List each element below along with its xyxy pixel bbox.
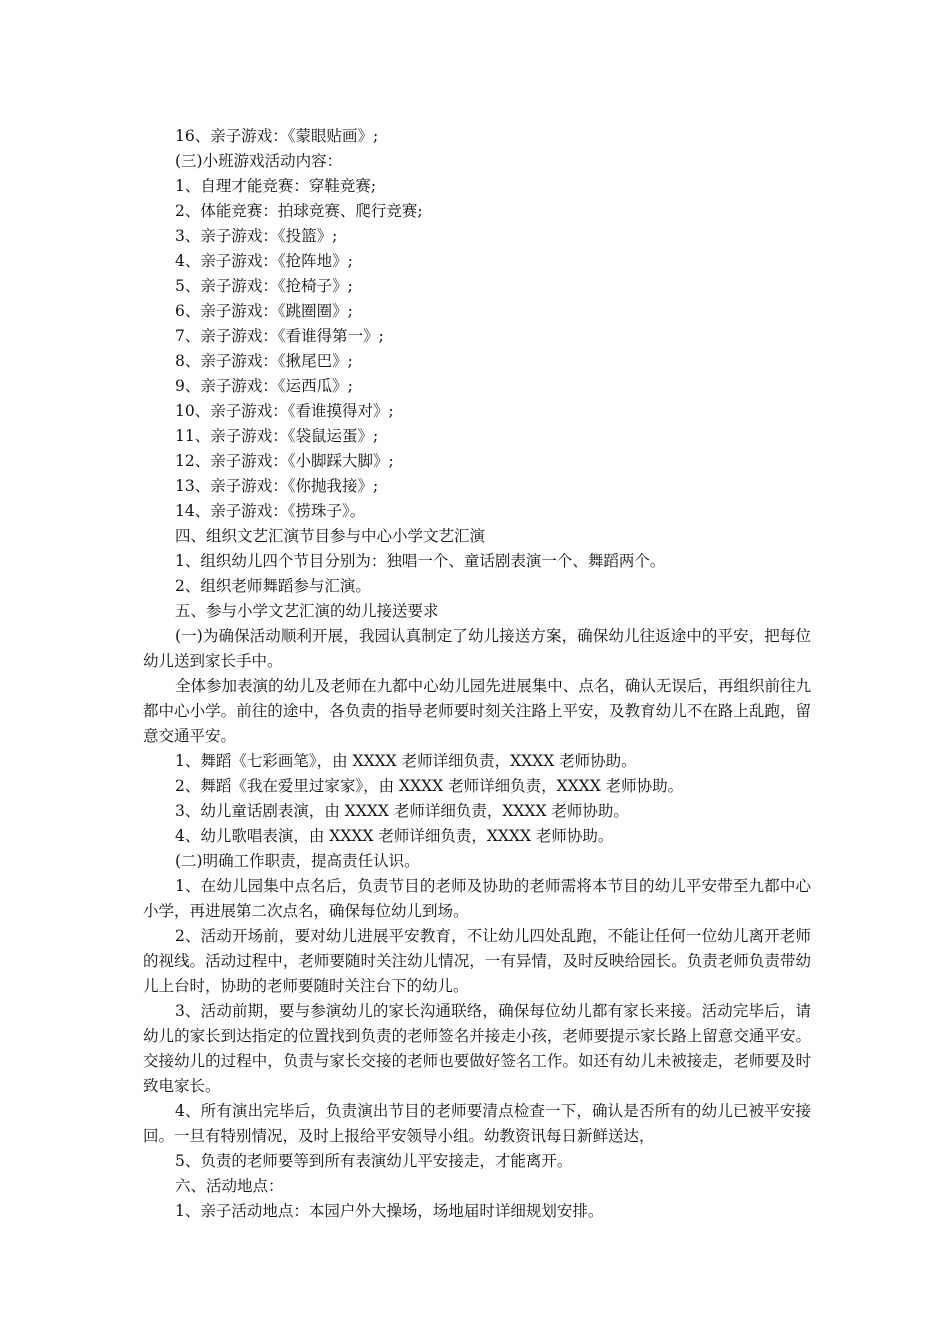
list-item: 3、亲子游戏：《投篮》; [175,227,338,245]
list-item: 1、舞蹈《七彩画笔》，由 XXXX 老师详细负责，XXXX 老师协助。 [175,752,637,770]
section-heading: 五、参与小学文艺汇演的幼儿接送要求 [175,602,439,620]
section-heading: (二)明确工作职责，提高责任认识。 [175,852,420,870]
paragraph-duty-1: 1、在幼儿园集中点名后，负责节目的老师及协助的老师需将本节目的幼儿平安带至九都中心小学，再进展第二次点名，确保每位幼儿到场。 [143,877,811,920]
list-item: 9、亲子游戏：《运西瓜》; [175,377,353,395]
list-item: 14、亲子游戏：《捞珠子》。 [175,502,366,520]
list-item: 7、亲子游戏：《看谁得第一》; [175,327,384,345]
list-item: 6、亲子游戏：《跳圈圈》; [175,302,353,320]
list-item: 1、亲子活动地点：本园户外大操场，场地届时详细规划安排。 [175,1202,604,1220]
paragraph-duty-2: 2、活动开场前，要对幼儿进展平安教育，不让幼儿四处乱跑，不能让任何一位幼儿离开老师的视线。活动过程中，老师要随时关注幼儿情况，一有异情，及时反映给园长。负责老师负责带幼儿上台时，协助的老师要随时关注台下的幼儿。 [143,927,811,995]
list-item: 11、亲子游戏：《袋鼠运蛋》; [175,427,379,445]
section-heading: (三)小班游戏活动内容： [175,152,343,170]
section-heading: 四、组织文艺汇演节目参与中心小学文艺汇演 [175,527,486,545]
list-item: 1、自理才能竞赛：穿鞋竞赛; [175,177,377,195]
document-body [143,124,811,1224]
list-item: 2、体能竞赛：拍球竞赛、爬行竞赛; [175,202,423,220]
paragraph-safety-plan: (一)为确保活动顺利开展，我园认真制定了幼儿接送方案，确保幼儿往返途中的平安，把每位幼儿送到家长手中。 [143,627,811,670]
list-item: 2、组织老师舞蹈参与汇演。 [175,577,371,595]
list-item: 2、舞蹈《我在爱里过家家》，由 XXXX 老师详细负责，XXXX 老师协助。 [175,777,684,795]
list-item: 16、亲子游戏：《蒙眼贴画》; [175,127,379,145]
section-heading: 六、活动地点： [175,1177,284,1195]
paragraph-duty-4: 4、所有演出完毕后，负责演出节目的老师要清点检查一下，确认是否所有的幼儿已被平安接回。一旦有特别情况，及时上报给平安领导小组。幼教资讯每日新鲜送达， [143,1102,811,1145]
list-item: 1、组织幼儿四个节目分别为：独唱一个、童话剧表演一个、舞蹈两个。 [175,552,666,570]
list-item: 4、亲子游戏：《抢阵地》; [175,252,353,270]
list-item: 12、亲子游戏：《小脚踩大脚》; [175,452,394,470]
list-item: 8、亲子游戏：《揪尾巴》; [175,352,353,370]
list-item: 5、亲子游戏：《抢椅子》; [175,277,353,295]
list-item: 3、幼儿童话剧表演，由 XXXX 老师详细负责，XXXX 老师协助。 [175,802,629,820]
paragraph-gathering: 全体参加表演的幼儿及老师在九都中心幼儿园先进展集中、点名，确认无误后，再组织前往九都中心小学。前往的途中，各负责的指导老师要时刻关注路上平安，及教育幼儿不在路上乱跑，留意交通平安。 [143,677,811,745]
paragraph-duty-3: 3、活动前期，要与参演幼儿的家长沟通联络，确保每位幼儿都有家长来接。活动完毕后，请幼儿的家长到达指定的位置找到负责的老师签名并接走小孩，老师要提示家长路上留意交通平安。交接幼儿的过程中，负责与家长交接的老师也要做好签名工作。如还有幼儿未被接走，老师要及时致电家长。 [143,1002,811,1095]
list-item: 5、负责的老师要等到所有表演幼儿平安接走，才能离开。 [175,1152,573,1170]
list-item: 10、亲子游戏：《看谁摸得对》; [175,402,394,420]
list-item: 4、幼儿歌唱表演，由 XXXX 老师详细负责，XXXX 老师协助。 [175,827,614,845]
list-item: 13、亲子游戏：《你抛我接》; [175,477,379,495]
